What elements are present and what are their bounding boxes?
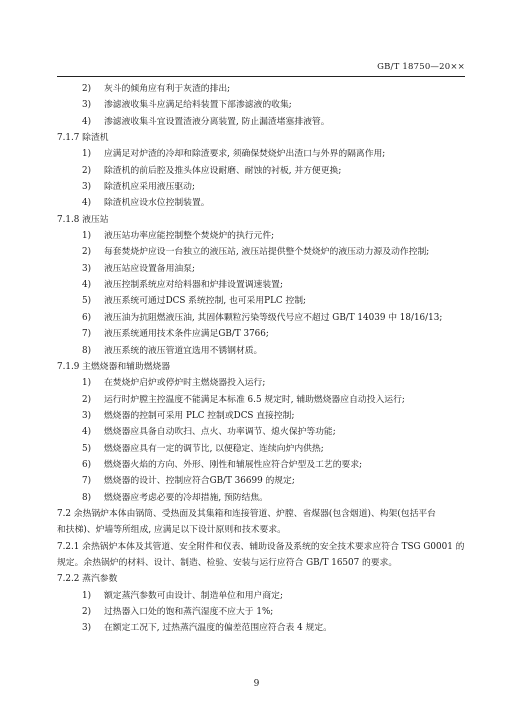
list-item bbox=[57, 228, 465, 244]
list-item-text: 过热器入口处的饱和蒸汽湿度不应大于 1%; bbox=[104, 607, 274, 617]
document-body bbox=[57, 81, 465, 637]
list-item-text: 液压站功率应能控制整个焚烧炉的执行元件; bbox=[104, 231, 275, 242]
paragraph-line: 和扶梯)、炉墙等所组成, 应满足以下设计原则和技术要求。 bbox=[57, 525, 286, 536]
list-item-number: 1) bbox=[82, 149, 92, 160]
list-item bbox=[57, 424, 465, 440]
list-item bbox=[57, 277, 465, 293]
list-item bbox=[57, 408, 465, 424]
list-item-number: 5) bbox=[82, 443, 92, 454]
list-item-text: 除渣机的前后腔及推头体应设耐磨、耐蚀的衬板, 并方便更换; bbox=[104, 165, 342, 176]
list-item-number: 3) bbox=[82, 623, 92, 634]
list-item-number: 4) bbox=[82, 280, 92, 291]
list-item-number: 3) bbox=[82, 182, 92, 193]
list-item bbox=[57, 343, 465, 359]
list-item bbox=[57, 114, 465, 130]
list-item-number: 1) bbox=[82, 590, 92, 601]
list-item bbox=[57, 392, 465, 408]
list-item-text: 燃烧器应具有一定的调节比, 以便稳定、连续向炉内供热; bbox=[104, 443, 324, 454]
list-item-text: 除渣机应采用液压驱动; bbox=[104, 182, 195, 193]
list-item bbox=[57, 375, 465, 391]
list-item-number: 1) bbox=[82, 378, 92, 389]
list-item-number: 1) bbox=[82, 231, 92, 242]
list-item bbox=[57, 261, 465, 277]
paragraph-line: 7.2.1 余热锅炉本体及其管道、安全附件和仪表、辅助设备及系统的安全技术要求应符合 TSG G0001 的 bbox=[57, 541, 465, 552]
list-item bbox=[57, 490, 465, 506]
list-item-text: 在额定工况下, 过热蒸汽温度的偏差范围应符合表 4 规定。 bbox=[104, 623, 332, 634]
list-item bbox=[57, 310, 465, 326]
list-item bbox=[57, 604, 465, 620]
list-item bbox=[57, 179, 465, 195]
list-item-text: 燃烧器的设计、控制应符合GB/T 36699 的规定; bbox=[104, 476, 295, 487]
list-item-text: 额定蒸汽参数可由设计、制造单位和用户商定; bbox=[104, 590, 283, 601]
list-item bbox=[57, 146, 465, 162]
list-item-number: 6) bbox=[82, 459, 92, 470]
list-item bbox=[57, 326, 465, 342]
list-item-number: 3) bbox=[82, 410, 92, 421]
list-item-number: 3) bbox=[82, 100, 92, 111]
list-item-number: 2) bbox=[82, 84, 92, 94]
list-item-text: 灰斗的倾角应有利于灰渣的排出; bbox=[104, 84, 231, 94]
paragraph-line: 7.2 余热锅炉本体由锅筒、受热面及其集箱和连接管道、炉膛、省煤器(包含烟道)、构架(包括平台 bbox=[57, 508, 436, 519]
list-item-text: 液压控制系统应对给料器和炉排设置调速装置; bbox=[104, 280, 283, 291]
list-item bbox=[57, 81, 465, 97]
section-heading: 7.2.2 蒸汽参数 bbox=[57, 574, 118, 585]
list-item-text: 渗滤液收集斗应满足给料装置下部渗滤液的收集; bbox=[104, 100, 292, 111]
list-item-number: 5) bbox=[82, 296, 92, 307]
list-item-number: 2) bbox=[82, 394, 92, 405]
list-item-text: 燃烧器应考虑必要的冷却措施, 预防结焦。 bbox=[104, 492, 268, 503]
section-heading: 7.1.9 主燃烧器和辅助燃烧器 bbox=[57, 361, 171, 372]
list-item bbox=[57, 97, 465, 113]
list-item-text: 液压系统通用技术条件应满足GB/T 3766; bbox=[104, 329, 269, 340]
list-item bbox=[57, 441, 465, 457]
list-item bbox=[57, 163, 465, 179]
list-item-text: 液压系统的液压管道宜选用不锈钢材质。 bbox=[104, 345, 263, 356]
list-item bbox=[57, 457, 465, 473]
list-item-number: 2) bbox=[82, 247, 92, 258]
list-item bbox=[57, 620, 465, 636]
list-item-text: 燃烧器的控制可采用 PLC 控制或DCS 直接控制; bbox=[104, 410, 295, 421]
list-item-number: 6) bbox=[82, 312, 92, 323]
list-item bbox=[57, 244, 465, 260]
list-item-text: 液压油为抗阻燃液压油, 其固体颗粒污染等级代号应不超过 GB/T 14039 中 18/16/13; bbox=[104, 312, 443, 323]
list-item-text: 除渣机应设水位控制装置。 bbox=[104, 198, 210, 209]
list-item-text: 应满足对炉渣的冷却和除渣要求, 须确保焚烧炉出渣口与外界的隔离作用; bbox=[104, 149, 386, 160]
list-item-number: 4) bbox=[82, 198, 92, 209]
section-heading: 7.1.7 除渣机 bbox=[57, 133, 109, 144]
list-item-number: 4) bbox=[82, 116, 92, 127]
list-item bbox=[57, 473, 465, 489]
list-item-text: 燃烧器应具备自动吹扫、点火、功率调节、熄火保护等功能; bbox=[104, 427, 336, 438]
list-item-number: 4) bbox=[82, 427, 92, 438]
list-item bbox=[57, 293, 465, 309]
list-item-text: 在焚烧炉启炉或停炉时主燃烧器投入运行; bbox=[104, 378, 266, 389]
list-item-text: 液压系统可通过DCS 系统控制, 也可采用PLC 控制; bbox=[104, 296, 306, 307]
list-item-number: 2) bbox=[82, 607, 92, 617]
list-item-text: 每套焚烧炉应设一台独立的液压站, 液压站提供整个焚烧炉的液压动力源及动作控制; bbox=[104, 247, 430, 258]
list-item-number: 8) bbox=[82, 345, 92, 356]
standard-number-header: GB/T 18750—20×× bbox=[377, 62, 465, 72]
list-item-text: 液压站应设置备用油泵; bbox=[104, 263, 195, 274]
list-item-number: 2) bbox=[82, 165, 92, 176]
list-item-text: 运行时炉膛主控温度不能满足本标准 6.5 规定时, 辅助燃烧器应自动投入运行; bbox=[104, 394, 405, 405]
section-heading: 7.1.8 液压站 bbox=[57, 214, 109, 225]
paragraph-line: 规定。余热锅炉的材料、设计、制造、检验、安装与运行应符合 GB/T 16507 的要求。 bbox=[57, 557, 398, 568]
list-item-text: 燃烧器火焰的方向、外形、刚性和辅展性应符合炉型及工艺的要求; bbox=[104, 459, 363, 470]
list-item-number: 7) bbox=[82, 476, 92, 487]
page-number: 9 bbox=[253, 679, 260, 689]
list-item-text: 渗滤液收集斗宜设置渣液分离装置, 防止漏渣堵塞排液管。 bbox=[104, 116, 330, 127]
list-item bbox=[57, 195, 465, 211]
list-item bbox=[57, 588, 465, 604]
list-item-number: 8) bbox=[82, 492, 92, 503]
header-rule bbox=[57, 76, 465, 77]
list-item-number: 7) bbox=[82, 329, 92, 340]
list-item-number: 3) bbox=[82, 263, 92, 274]
